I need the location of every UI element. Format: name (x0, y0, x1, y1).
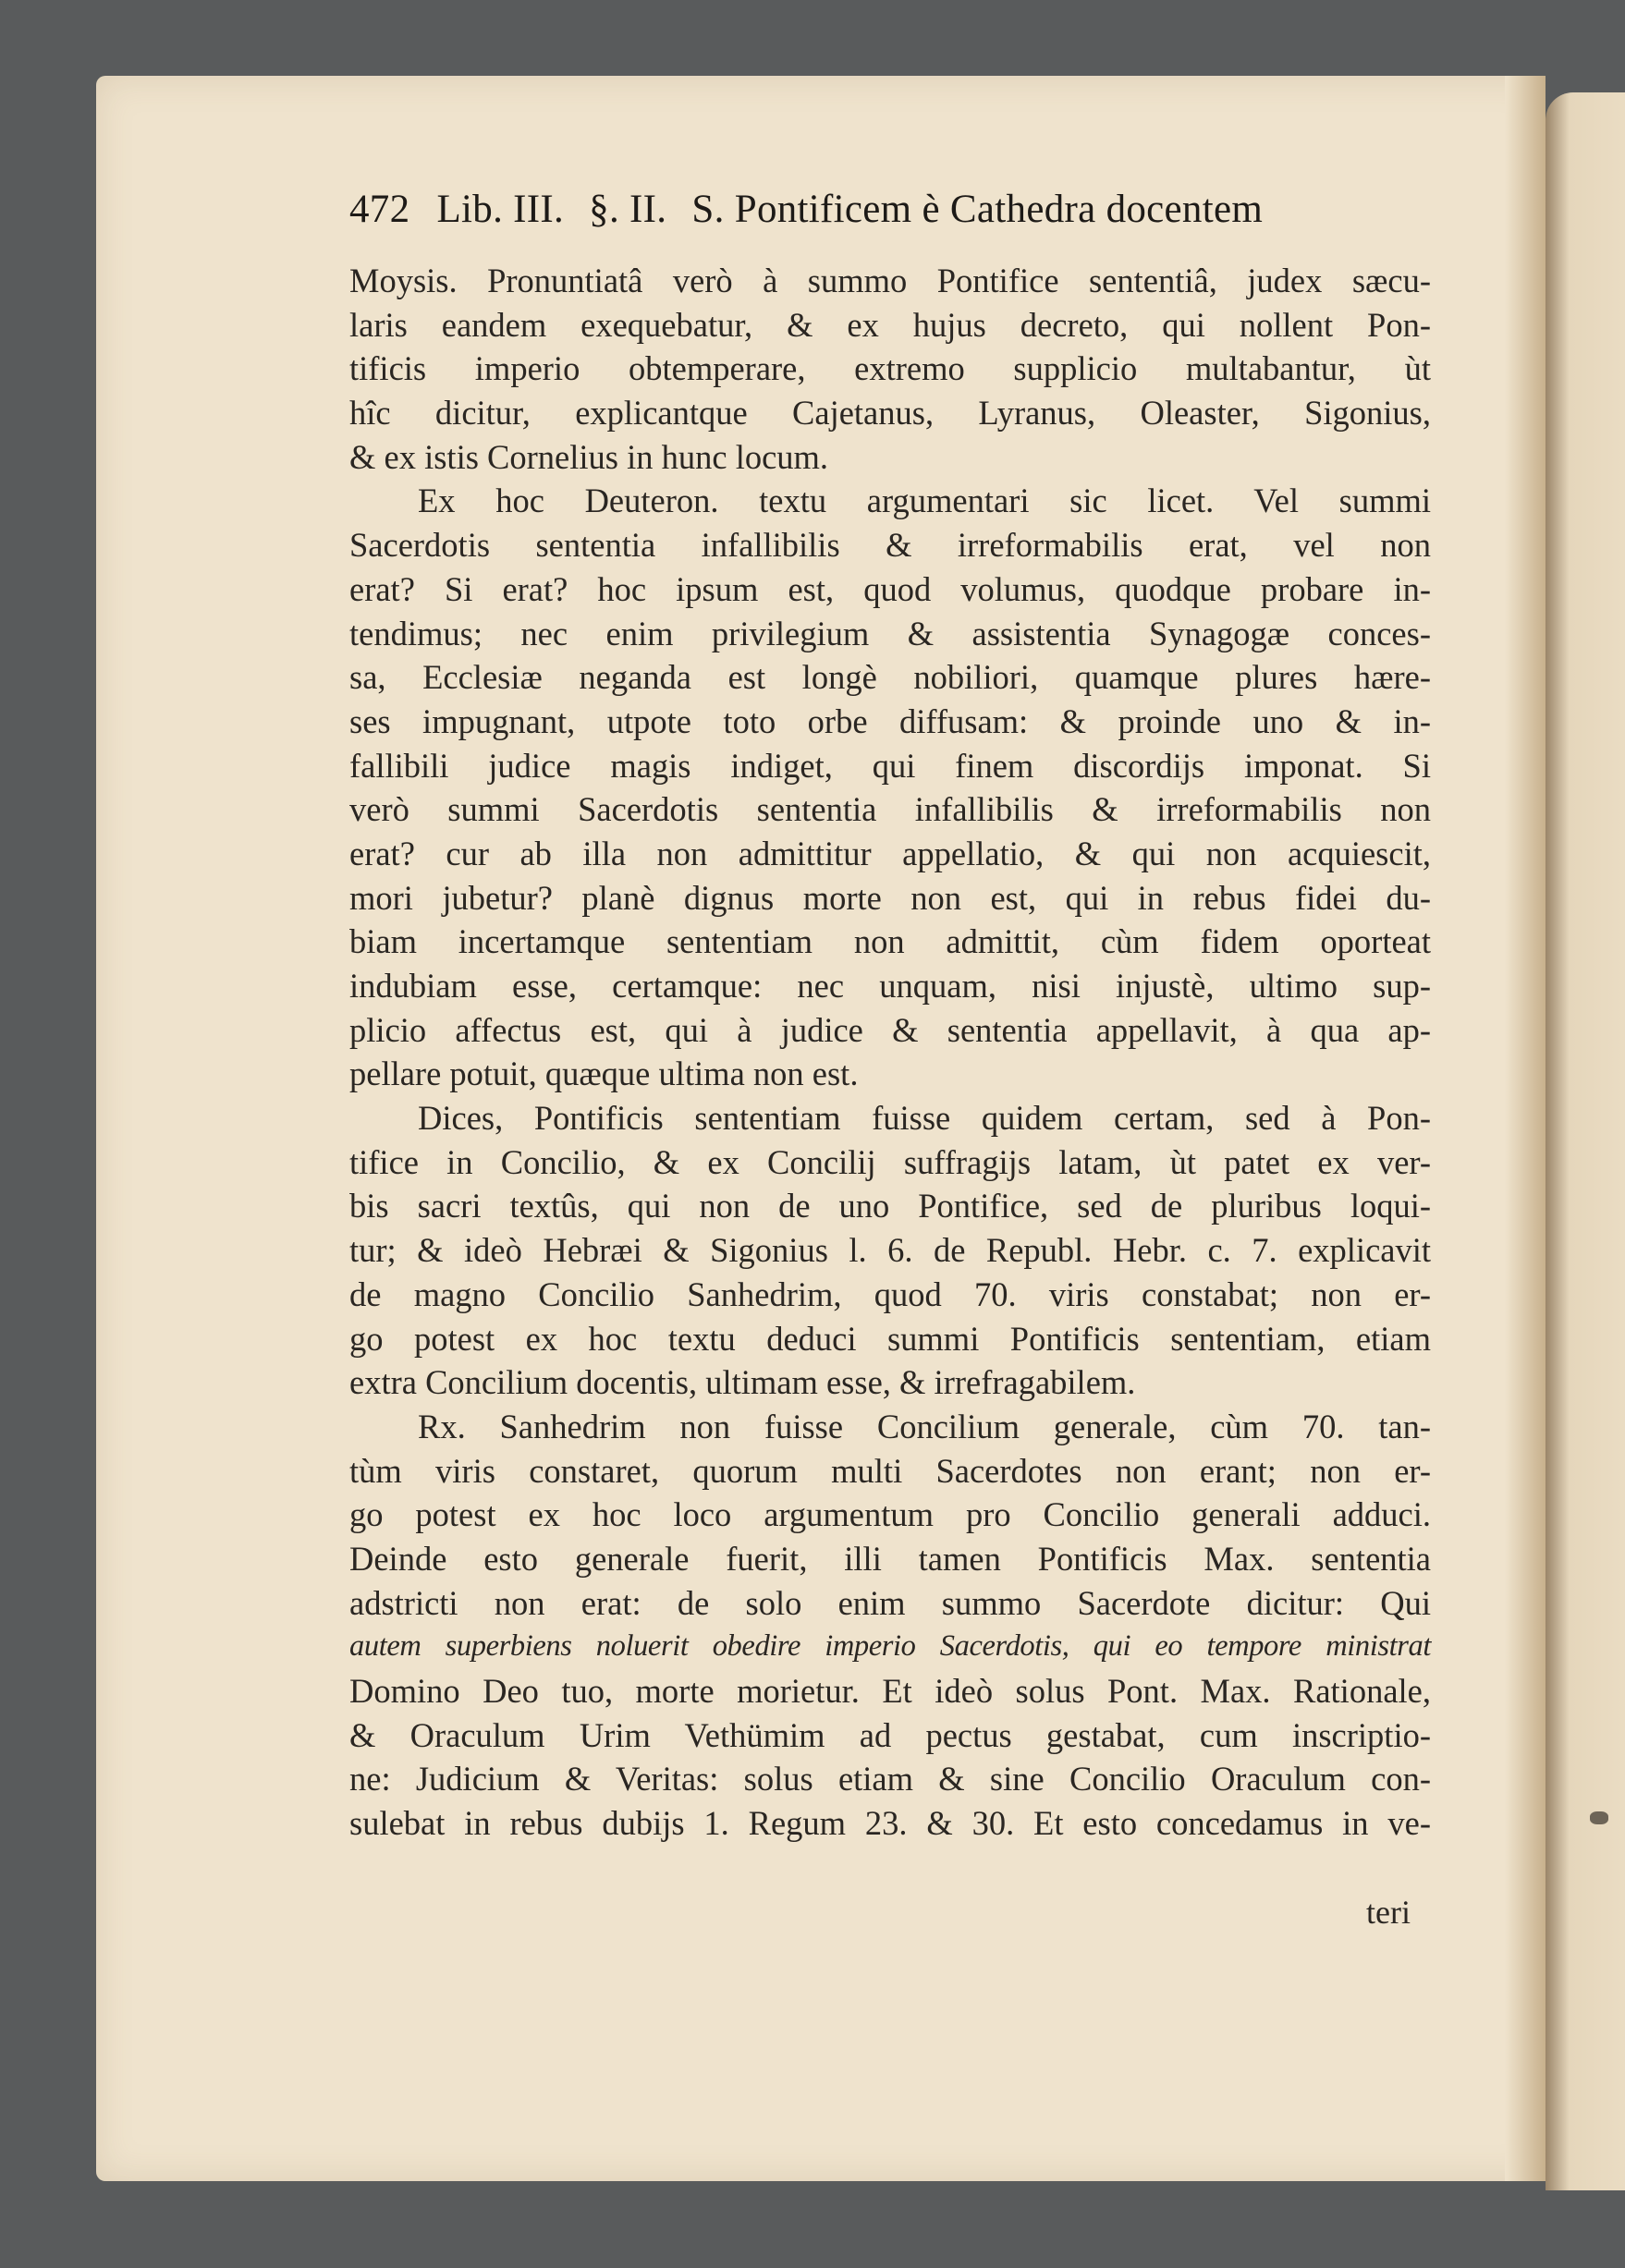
running-title: S. Pontificem è Cathedra docentem (691, 188, 1264, 231)
text-line: extra Concilium docentis, ultimam esse, & irrefragabilem. (349, 1363, 1136, 1402)
text-line: pellare potuit, quæque ultima non est. (349, 1055, 859, 1093)
text-line: fallibili judice magis indiget, qui finem discordijs imponat. Si (349, 746, 1431, 785)
catchword: teri (1366, 1894, 1411, 1931)
text-line: Rx. Sanhedrim non fuisse Concilium generale, cùm 70. tan- (418, 1407, 1431, 1445)
text-line: hîc dicitur, explicantque Cajetanus, Lyranus, Oleaster, Sigonius, (349, 394, 1431, 433)
running-head (349, 187, 1353, 232)
text-line: biam incertamque sententiam non admittit, cùm fidem oporteat (349, 922, 1431, 961)
page-number: 472 (349, 188, 410, 231)
text-line: erat? cur ab illa non admittitur appellatio, & qui non acquiescit, (349, 834, 1431, 872)
text-line: erat? Si erat? hoc ipsum est, quod volumus, quodque probare in- (349, 569, 1431, 608)
text-line: laris eandem exequebatur, & ex hujus decreto, qui nollent Pon- (349, 305, 1431, 344)
text-line: sa, Ecclesiæ neganda est longè nobiliori, quamque plures hære- (349, 658, 1431, 697)
text-line: verò summi Sacerdotis sententia infallibilis & irreformabilis non (349, 790, 1431, 829)
text-line: indubiam esse, certamque: nec unquam, nisi injustè, ultimo sup- (349, 967, 1431, 1005)
text-line: Deinde esto generale fuerit, illi tamen Pontificis Max. sententia (349, 1539, 1431, 1578)
text-line: go potest ex hoc loco argumentum pro Concilio generali adduci. (349, 1495, 1431, 1534)
section-number: §. II. (589, 188, 667, 231)
page-gutter (1505, 76, 1546, 2181)
text-line: go potest ex hoc textu deduci summi Pontificis sententiam, etiam (349, 1319, 1431, 1358)
text-line: tur; & ideò Hebræi & Sigonius l. 6. de Republ. Hebr. c. 7. explicavit (349, 1231, 1431, 1270)
text-line: adstricti non erat: de solo enim summo Sacerdote dicitur: Qui (349, 1583, 1431, 1622)
text-line: autem superbiens noluerit obedire imperio Sacerdotis, qui eo tempore ministrat (349, 1629, 1431, 1664)
text-line: bis sacri textûs, qui non de uno Pontifice, sed de pluribus loqui- (349, 1187, 1431, 1225)
text-line: & ex istis Cornelius in hunc locum. (349, 437, 829, 476)
text-line: Domino Deo tuo, morte morietur. Et ideò solus Pont. Max. Rationale, (349, 1672, 1431, 1710)
book-number: Lib. III. (436, 188, 565, 231)
text-line: ses impugnant, utpote toto orbe diffusam: & proinde uno & in- (349, 701, 1431, 740)
text-line: tifice in Concilio, & ex Concilij suffragijs latam, ùt patet ex ver- (349, 1142, 1431, 1181)
text-line: ne: Judicium & Veritas: solus etiam & sine Concilio Oraculum con- (349, 1760, 1431, 1799)
text-line: mori jubetur? planè dignus morte non est, qui in rebus fidei du- (349, 878, 1431, 917)
text-line: tùm viris constaret, quorum multi Sacerdotes non erant; non er- (349, 1451, 1431, 1490)
text-line: tificis imperio obtemperare, extremo supplicio multabantur, ùt (349, 349, 1431, 388)
text-line: & Oraculum Urim Vethümim ad pectus gestabat, cum inscriptio- (349, 1715, 1431, 1754)
text-line: Moysis. Pronuntiatâ verò à summo Pontifice sententiâ, judex sæcu- (349, 262, 1431, 299)
facing-page-edge (1546, 92, 1625, 2190)
text-line: Sacerdotis sententia infallibilis & irreformabilis erat, vel non (349, 526, 1431, 565)
text-line: Dices, Pontificis sententiam fuisse quidem certam, sed à Pon- (418, 1099, 1431, 1138)
text-line: plicio affectus est, qui à judice & sententia appellavit, à qua ap- (349, 1010, 1431, 1049)
text-line: Ex hoc Deuteron. textu argumentari sic licet. Vel summi (418, 482, 1431, 520)
text-line: sulebat in rebus dubijs 1. Regum 23. & 30. Et esto concedamus in ve- (349, 1804, 1431, 1843)
ink-stain (1590, 1811, 1608, 1824)
text-line: de magno Concilio Sanhedrim, quod 70. viris constabat; non er- (349, 1274, 1431, 1313)
text-line: tendimus; nec enim privilegium & assistentia Synagogæ conces- (349, 614, 1431, 652)
body-text (349, 259, 1431, 1846)
